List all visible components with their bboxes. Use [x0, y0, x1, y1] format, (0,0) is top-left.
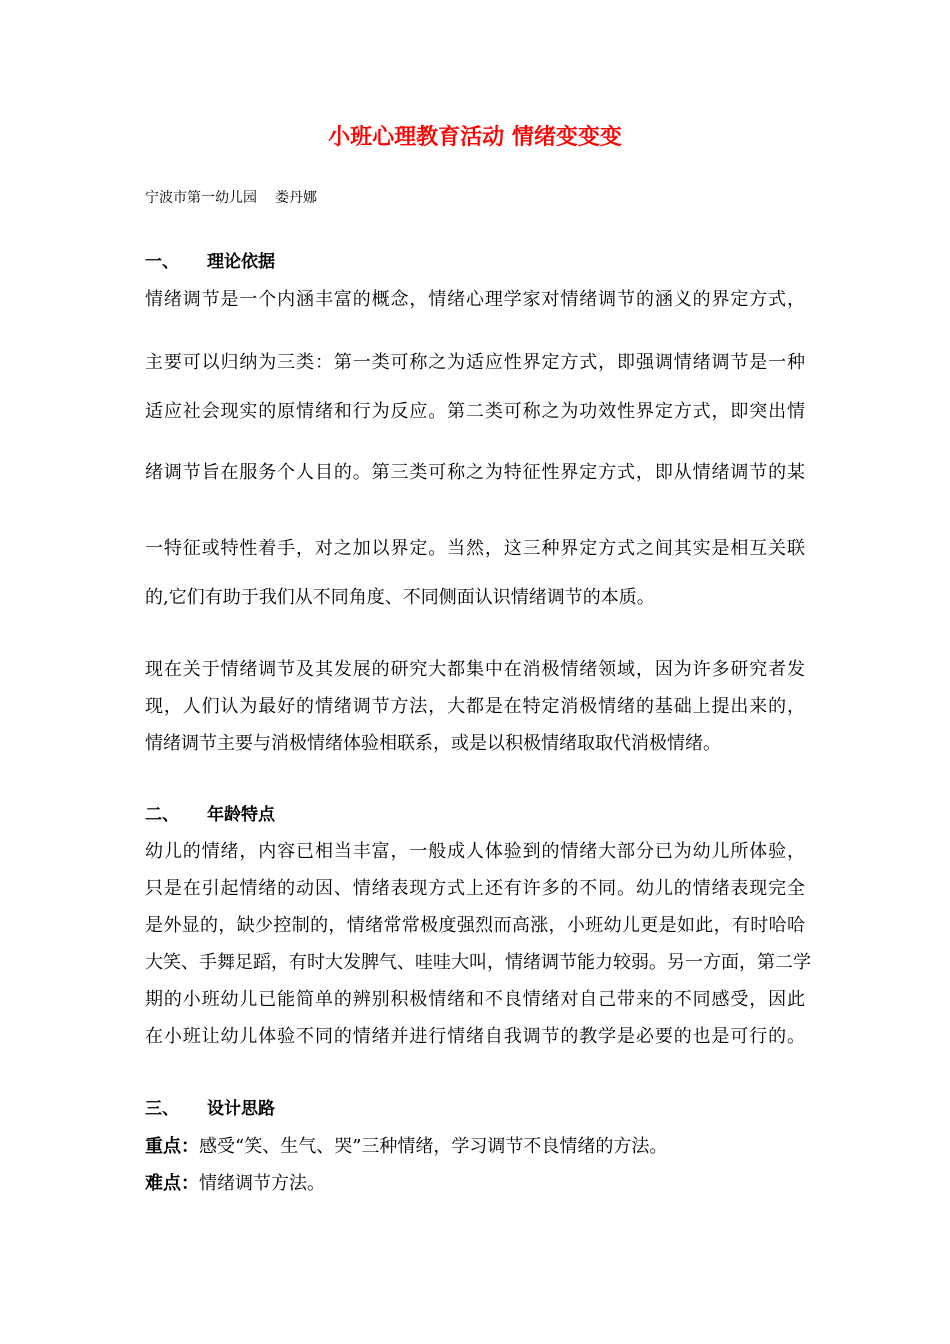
- paragraph-line: 情绪调节主要与消极情绪体验相联系，或是以积极情绪取取代消极情绪。: [145, 733, 721, 754]
- paragraph-line: 期的小班幼儿已能简单的辨别积极情绪和不良情绪对自己带来的不同感受，因此: [145, 989, 805, 1010]
- paragraph-line: 现在关于情绪调节及其发展的研究大都集中在消极情绪领域，因为许多研究者发: [145, 659, 805, 680]
- section-number: 三、: [145, 1099, 179, 1119]
- author-org: 宁波市第一幼儿园: [145, 190, 257, 206]
- key-point-text: 感受“笑、生气、哭”三种情绪，学习调节不良情绪的方法。: [199, 1136, 668, 1157]
- key-point-label: 重点：: [145, 1136, 199, 1157]
- paragraph-line: 情绪调节是一个内涵丰富的概念，情绪心理学家对情绪调节的涵义的界定方式，: [145, 289, 805, 310]
- paragraph-line: 大笑、手舞足蹈，有时大发脾气、哇哇大叫，情绪调节能力较弱。另一方面，第二学: [145, 952, 811, 973]
- document-title: 小班心理教育活动 情绪变变变: [328, 124, 622, 150]
- section-title: 年龄特点: [207, 805, 275, 825]
- section-heading-1: [145, 250, 275, 274]
- paragraph-line: 一特征或特性着手，对之加以界定。当然，这三种界定方式之间其实是相互关联: [145, 538, 805, 559]
- paragraph-line: 幼儿的情绪，内容已相当丰富，一般成人体验到的情绪大部分已为幼儿所体验，: [145, 841, 805, 862]
- author-line: [145, 188, 317, 208]
- section-title: 设计思路: [207, 1099, 275, 1119]
- paragraph-line: 绪调节旨在服务个人目的。第三类可称之为特征性界定方式，即从情绪调节的某: [145, 462, 805, 483]
- paragraph-line: 在小班让幼儿体验不同的情绪并进行情绪自我调节的教学是必要的也是可行的。: [145, 1026, 805, 1047]
- key-point-line: [145, 1134, 667, 1160]
- section-heading-2: [145, 803, 275, 827]
- section-number: 一、: [145, 252, 179, 272]
- paragraph-line: 是外显的，缺少控制的，情绪常常极度强烈而高涨，小班幼儿更是如此，有时哈哈: [145, 915, 805, 936]
- paragraph-line: 只是在引起情绪的动因、情绪表现方式上还有许多的不同。幼儿的情绪表现完全: [145, 878, 805, 899]
- paragraph-line: 的,它们有助于我们从不同角度、不同侧面认识情绪调节的本质。: [145, 587, 655, 608]
- section-number: 二、: [145, 805, 179, 825]
- paragraph-line: 现，人们认为最好的情绪调节方法，大都是在特定消极情绪的基础上提出来的，: [145, 696, 805, 717]
- difficulty-label: 难点：: [145, 1173, 199, 1194]
- paragraph-line: 主要可以归纳为三类：第一类可称之为适应性界定方式，即强调情绪调节是一种: [145, 352, 805, 373]
- difficulty-text: 情绪调节方法。: [199, 1173, 325, 1194]
- section-heading-3: [145, 1097, 275, 1121]
- difficulty-line: [145, 1171, 325, 1197]
- author-name: 娄丹娜: [275, 190, 317, 206]
- section-title: 理论依据: [207, 252, 275, 272]
- paragraph-line: 适应社会现实的原情绪和行为反应。第二类可称之为功效性界定方式，即突出情: [145, 401, 805, 422]
